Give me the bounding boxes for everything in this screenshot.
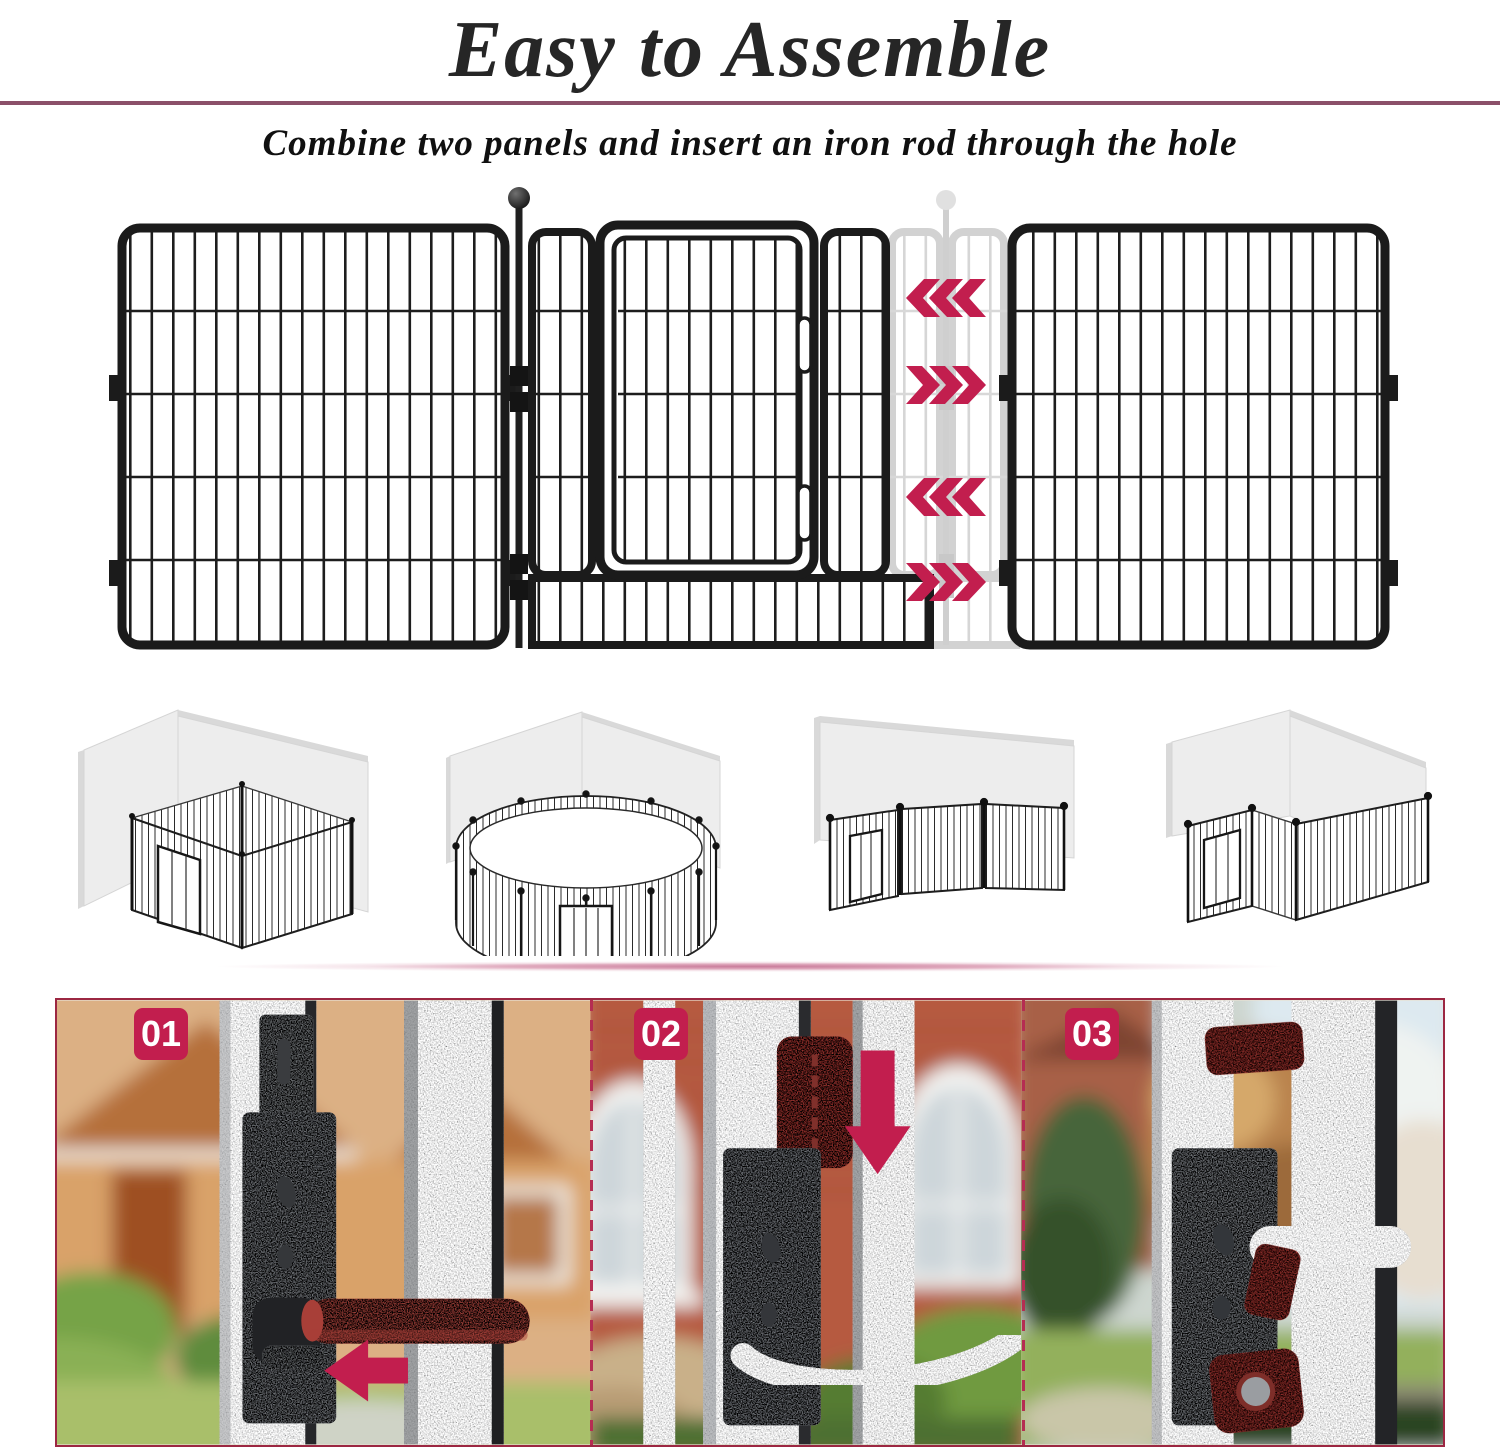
left-grid-panel xyxy=(109,228,516,645)
page-title: Easy to Assemble xyxy=(448,6,1052,94)
door-panel-assembly xyxy=(532,225,930,645)
pen-door xyxy=(1204,830,1240,908)
latch-slot xyxy=(798,486,811,540)
step-badge-01: 01 xyxy=(134,1008,188,1060)
step1-photo xyxy=(57,1000,610,1445)
right-grid-panel xyxy=(999,228,1398,645)
config-straight-divider xyxy=(778,698,1114,956)
step3-photo xyxy=(1010,1000,1443,1445)
fence-line xyxy=(827,799,1067,910)
pen-door xyxy=(850,830,882,902)
step3-red-cap-icon xyxy=(1204,1021,1305,1076)
title-divider xyxy=(0,101,1500,105)
config-rectangular-pen xyxy=(70,698,382,956)
config-l-shaped-pen xyxy=(1148,698,1444,956)
kick-band xyxy=(532,578,930,645)
steps-photo-illustration xyxy=(57,1000,1443,1445)
latch-slot xyxy=(798,318,811,372)
step3-red-tab-icon xyxy=(1208,1347,1305,1435)
installation-steps-photo xyxy=(55,998,1445,1447)
config-octagon-pen xyxy=(424,698,736,956)
step-badge-02: 02 xyxy=(634,1008,688,1060)
pen-ring xyxy=(453,791,718,956)
gate-door xyxy=(600,225,814,575)
assembly-diagram xyxy=(0,170,1500,700)
step-divider-dashed xyxy=(590,1000,593,1445)
step1-red-rod-icon xyxy=(301,1299,529,1344)
step2-photo xyxy=(541,1000,1074,1445)
gradient-divider xyxy=(215,961,1285,972)
subtitle: Combine two panels and insert an iron rod through the hole xyxy=(262,123,1238,164)
step-badge-03: 03 xyxy=(1065,1008,1119,1060)
step-divider-dashed xyxy=(1022,1000,1025,1445)
